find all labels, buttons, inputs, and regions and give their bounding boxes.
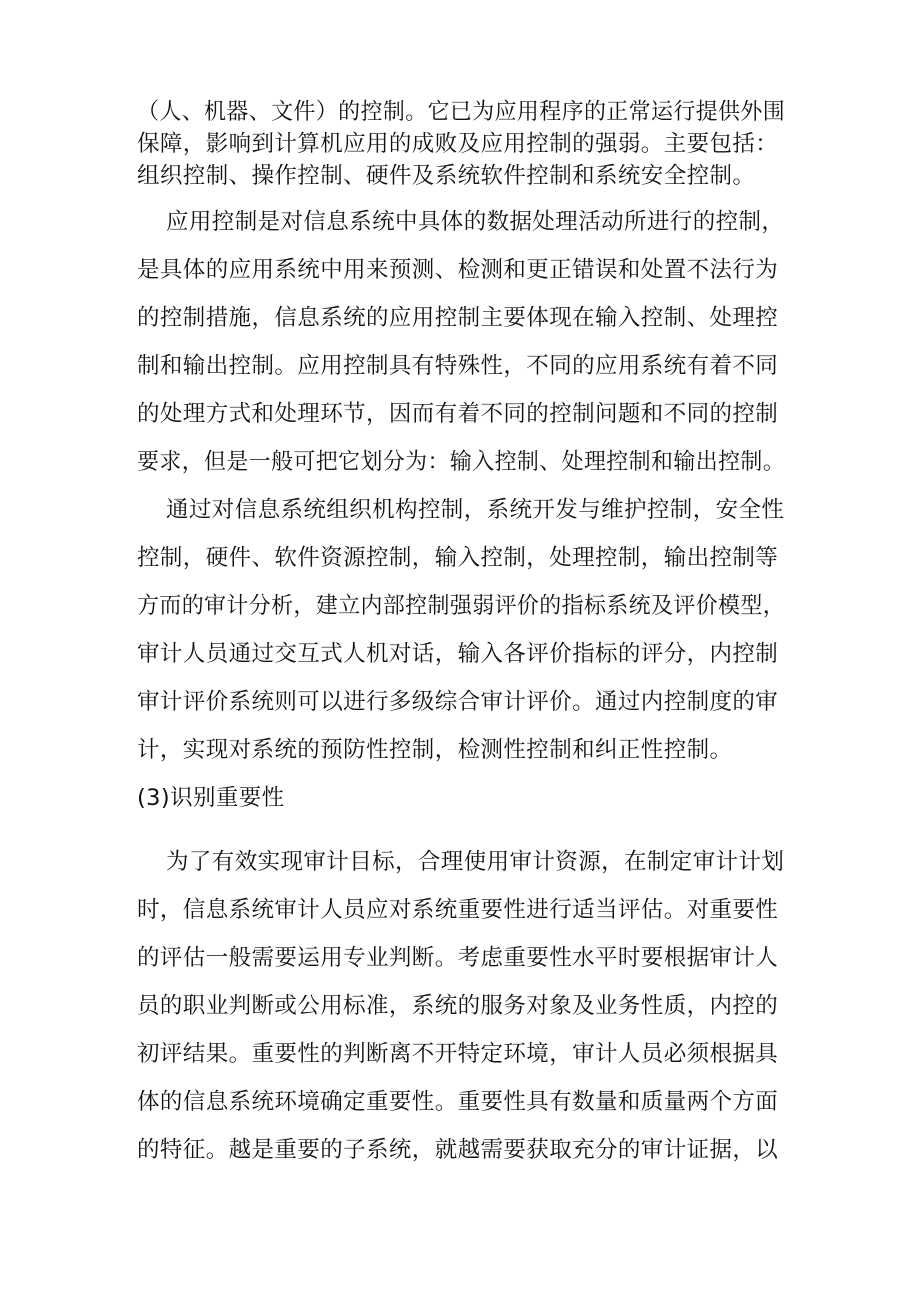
- text-line: 审计人员通过交互式人机对话，输入各评价指标的评分，内控制: [137, 641, 779, 667]
- text-line: 为了有效实现审计目标，合理使用审计资源，在制定审计计划: [166, 849, 785, 875]
- text-line: 制和输出控制。应用控制具有特殊性，不同的应用系统有着不同: [137, 353, 779, 379]
- text-line: 时，信息系统审计人员应对系统重要性进行适当评估。对重要性: [137, 897, 779, 923]
- text-line: 员的职业判断或公用标准，系统的服务对象及业务性质，内控的: [137, 993, 779, 1019]
- text-line: 的处理方式和处理环节，因而有着不同的控制问题和不同的控制: [137, 401, 779, 427]
- text-line: 计，实现对系统的预防性控制，检测性控制和纠正性控制。: [137, 737, 733, 763]
- text-line: 控制，硬件、软件资源控制，输入控制，处理控制，输出控制等: [137, 545, 779, 571]
- text-line: 要求，但是一般可把它划分为：输入控制、处理控制和输出控制。: [137, 449, 786, 475]
- text-line: 审计评价系统则可以进行多级综合审计评价。通过内控制度的审: [137, 689, 779, 715]
- text-line: 方而的审计分析，建立内部控制强弱评价的指标系统及评价模型，: [137, 593, 786, 619]
- text-line: 保障，影响到计算机应用的成败及应用控制的强弱。主要包括：: [137, 131, 779, 157]
- text-line: 是具体的应用系统中用来预测、检测和更正错误和处置不法行为: [137, 257, 779, 283]
- text-line: 初评结果。重要性的判断离不开特定环境，审计人员必须根据具: [137, 1041, 779, 1067]
- text-line: 的特征。越是重要的子系统，就越需要获取充分的审计证据，以: [137, 1137, 779, 1163]
- text-line: 体的信息系统环境确定重要性。重要性具有数量和质量两个方面: [137, 1089, 779, 1115]
- text-line: 应用控制是对信息系统中具体的数据处理活动所进行的控制，: [166, 209, 785, 235]
- text-line: （人、机器、文件）的控制。它已为应用程序的正常运行提供外围: [137, 99, 786, 125]
- text-line: 的评估一般需要运用专业判断。考虑重要性水平时要根据审计人: [137, 945, 779, 971]
- section-heading: (3)识别重要性: [137, 785, 285, 811]
- text-line: 组织控制、操作控制、硬件及系统软件控制和系统安全控制。: [137, 163, 756, 189]
- text-line: 通过对信息系统组织机构控制，系统开发与维护控制，安全性: [166, 497, 785, 523]
- text-line: 的控制措施，信息系统的应用控制主要体现在输入控制、处理控: [137, 305, 779, 331]
